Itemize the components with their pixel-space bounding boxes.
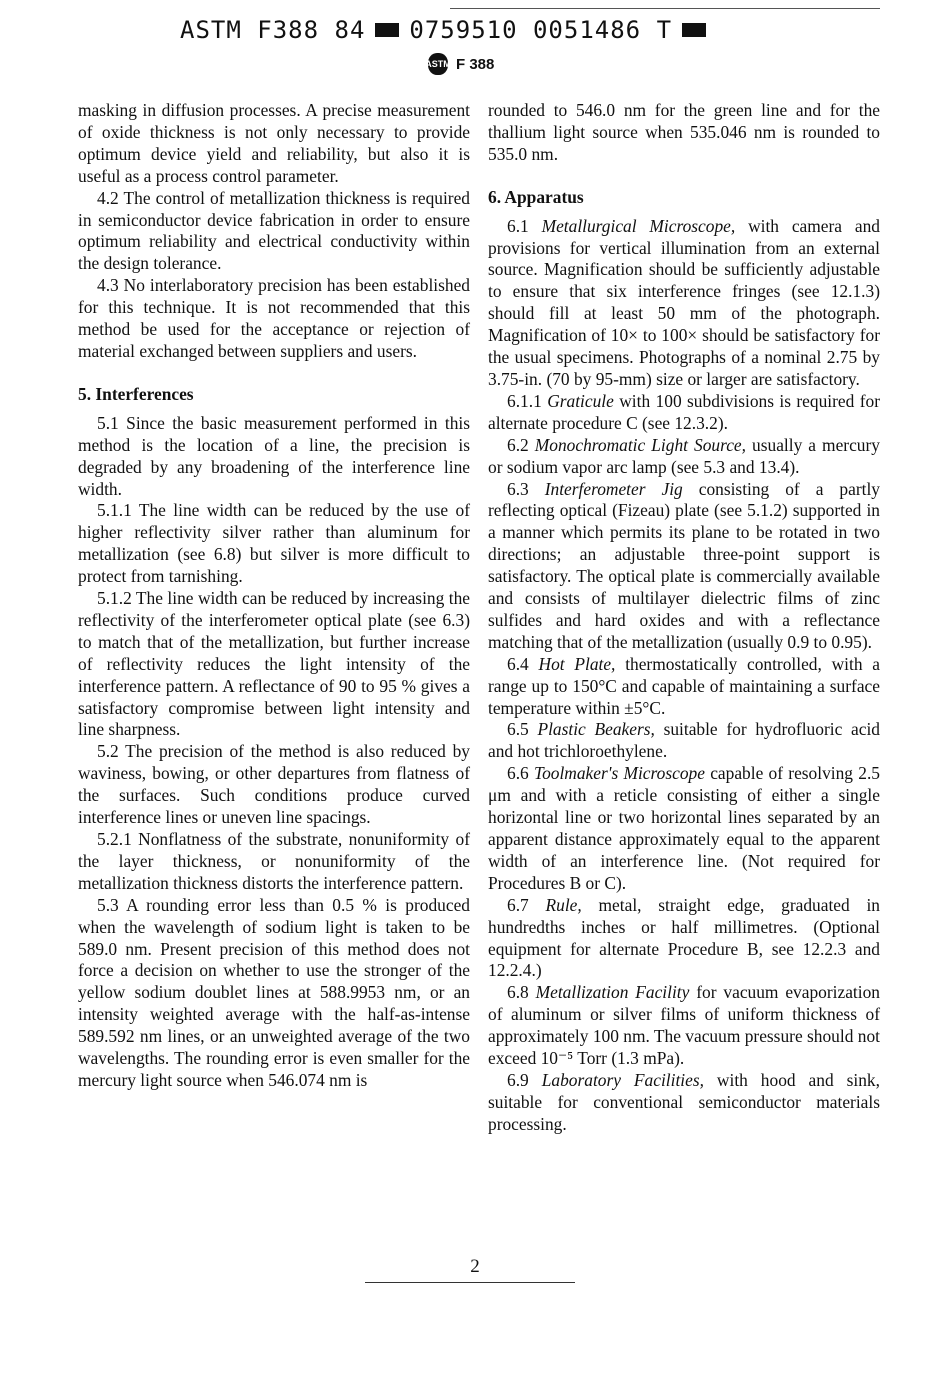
paragraph-4-1-continued: masking in diffusion processes. A precise measurement of oxide thickness is not only necessary to provide optimum device yield and reliability, but also it is useful as a process control parameter.	[78, 100, 470, 186]
top-rule	[450, 8, 880, 9]
section-heading-apparatus: 6. Apparatus	[488, 186, 584, 207]
header-code-right: 0759510 0051486 T	[409, 16, 673, 44]
paragraph-6-2: 6.2 Monochromatic Light Source, usually a mercury or sodium vapor arc lamp (see 5.3 and 13.4).	[488, 434, 880, 477]
right-column	[488, 100, 880, 1136]
footer-rule	[365, 1282, 575, 1283]
paragraph-6-6: 6.6 Toolmaker's Microscope capable of resolving 2.5 μm and with a reticle consisting of either a single horizontal line or two horizontal lines separated by an apparent distance approximately equal to the apparent width of an interference line. (Not required for Procedures B or C).	[488, 763, 880, 893]
paragraph-6-5: 6.5 Plastic Beakers, suitable for hydrofluoric acid and hot trichloroethylene.	[488, 719, 880, 762]
paragraph-5-3: 5.3 A rounding error less than 0.5 % is produced when the wavelength of sodium light is taken to be 589.0 nm. Present precision of this method does not force a decision on whether to use the stronger of the yellow sodium doublet lines at 588.9953 nm, or an intensity weighted average with the half-as-intense 589.592 nm lines, or an unweighted average of the two wavelengths. The rounding error is even smaller for the mercury light source when 546.074 nm is	[78, 894, 470, 1090]
paragraph-6-4: 6.4 Hot Plate, thermostatically controlled, with a range up to 150°C and capable of maintaining a surface temperature within ±5°C.	[488, 653, 880, 718]
paragraph-5-2: 5.2 The precision of the method is also reduced by waviness, bowing, or other departures from flatness of the surfaces. Such conditions produce curved interference lines or uneven line spacings.	[78, 741, 470, 828]
paragraph-6-7: 6.7 Rule, metal, straight edge, graduated in hundredths inches or half millimetres. (Optional equipment for alternate Procedure B, see 12.2.3 and 12.2.4.)	[488, 894, 881, 981]
paragraph-5-3-continued: rounded to 546.0 nm for the green line and for the thallium light source when 535.046 nm is rounded to 535.0 nm.	[488, 100, 880, 164]
paragraph-6-9: 6.9 Laboratory Facilities, with hood and sink, suitable for conventional semiconductor materials processing.	[488, 1069, 880, 1134]
paragraph-4-3: 4.3 No interlaboratory precision has been established for this technique. It is not recommended that this method be used for the acceptance or rejection of material exchanged between suppliers and users.	[78, 275, 470, 361]
logo-row	[425, 52, 495, 76]
paragraph-5-1-1: 5.1.1 The line width can be reduced by the use of higher reflectivity silver rather than aluminum for metallization (see 6.8) but silver is more difficult to protect from tarnishing.	[78, 500, 470, 587]
paragraph-5-1: 5.1 Since the basic measurement performed in this method is the location of a line, the precision is degraded by any broadening of the interference line width.	[78, 412, 470, 499]
header-block-mark	[375, 23, 399, 37]
paragraph-4-2: 4.2 The control of metallization thickness is required in semiconductor device fabrication in order to ensure optimum reliability and electrical conductivity within the design tolerance.	[78, 187, 470, 274]
paragraph-6-3: 6.3 Interferometer Jig consisting of a partly reflecting optical (Fizeau) plate (see 5.1.2) supported in a manner which permits its plane to be rotated in two directions; an adjustable three-point support is satisfactory. The optical plate is commercially available and consists of multilayer dielectric films of zinc sulfides and hard oxides and with a reflectance matching that of the metallization (usually 0.9 to 0.95).	[488, 478, 880, 652]
page-number: 2	[470, 1256, 480, 1277]
section-heading-interferences: 5. Interferences	[78, 383, 194, 404]
document-header	[180, 12, 780, 48]
paragraph-6-8: 6.8 Metallization Facility for vacuum evaporization of aluminum or silver films of uniform thickness of approximately 100 nm. The vacuum pressure should not exceed 10⁻⁵ Torr (1.3 mPa).	[488, 982, 880, 1069]
paragraph-6-1-1: 6.1.1 Graticule with 100 subdivisions is required for alternate procedure C (see 12.3.2).	[488, 390, 881, 433]
paragraph-5-1-2: 5.1.2 The line width can be reduced by increasing the reflectivity of the interferometer optical plate (see 6.3) to match that of the metallization, but further increase of reflectivity reduces the light intensity of the interference pattern. A reflectance of 90 to 95 % gives a satisfactory compromise between light intensity and line sharpness.	[78, 588, 470, 740]
standard-designation: F 388	[456, 55, 495, 73]
paragraph-6-1: 6.1 Metallurgical Microscope, with camera and provisions for vertical illumination from an external source. Magnification should be sufficiently adjustable to ensure that six interference fringes (see 12.1.3) should fill at least 50 mm of the photograph. Magnification of 10× to 100× should be satisfactory for the usual specimens. Photographs of a nominal 2.75 by 3.75-in. (70 by 95-mm) size or larger are satisfactory.	[488, 215, 880, 389]
header-code-left: ASTM F388 84	[180, 16, 366, 44]
left-column	[78, 100, 470, 1092]
astm-logo-icon: ASTM	[428, 53, 448, 75]
paragraph-5-2-1: 5.2.1 Nonflatness of the substrate, nonuniformity of the layer thickness, or nonuniformity of the metallization thickness distorts the interference pattern.	[78, 829, 470, 893]
header-block-mark-end	[682, 23, 706, 37]
